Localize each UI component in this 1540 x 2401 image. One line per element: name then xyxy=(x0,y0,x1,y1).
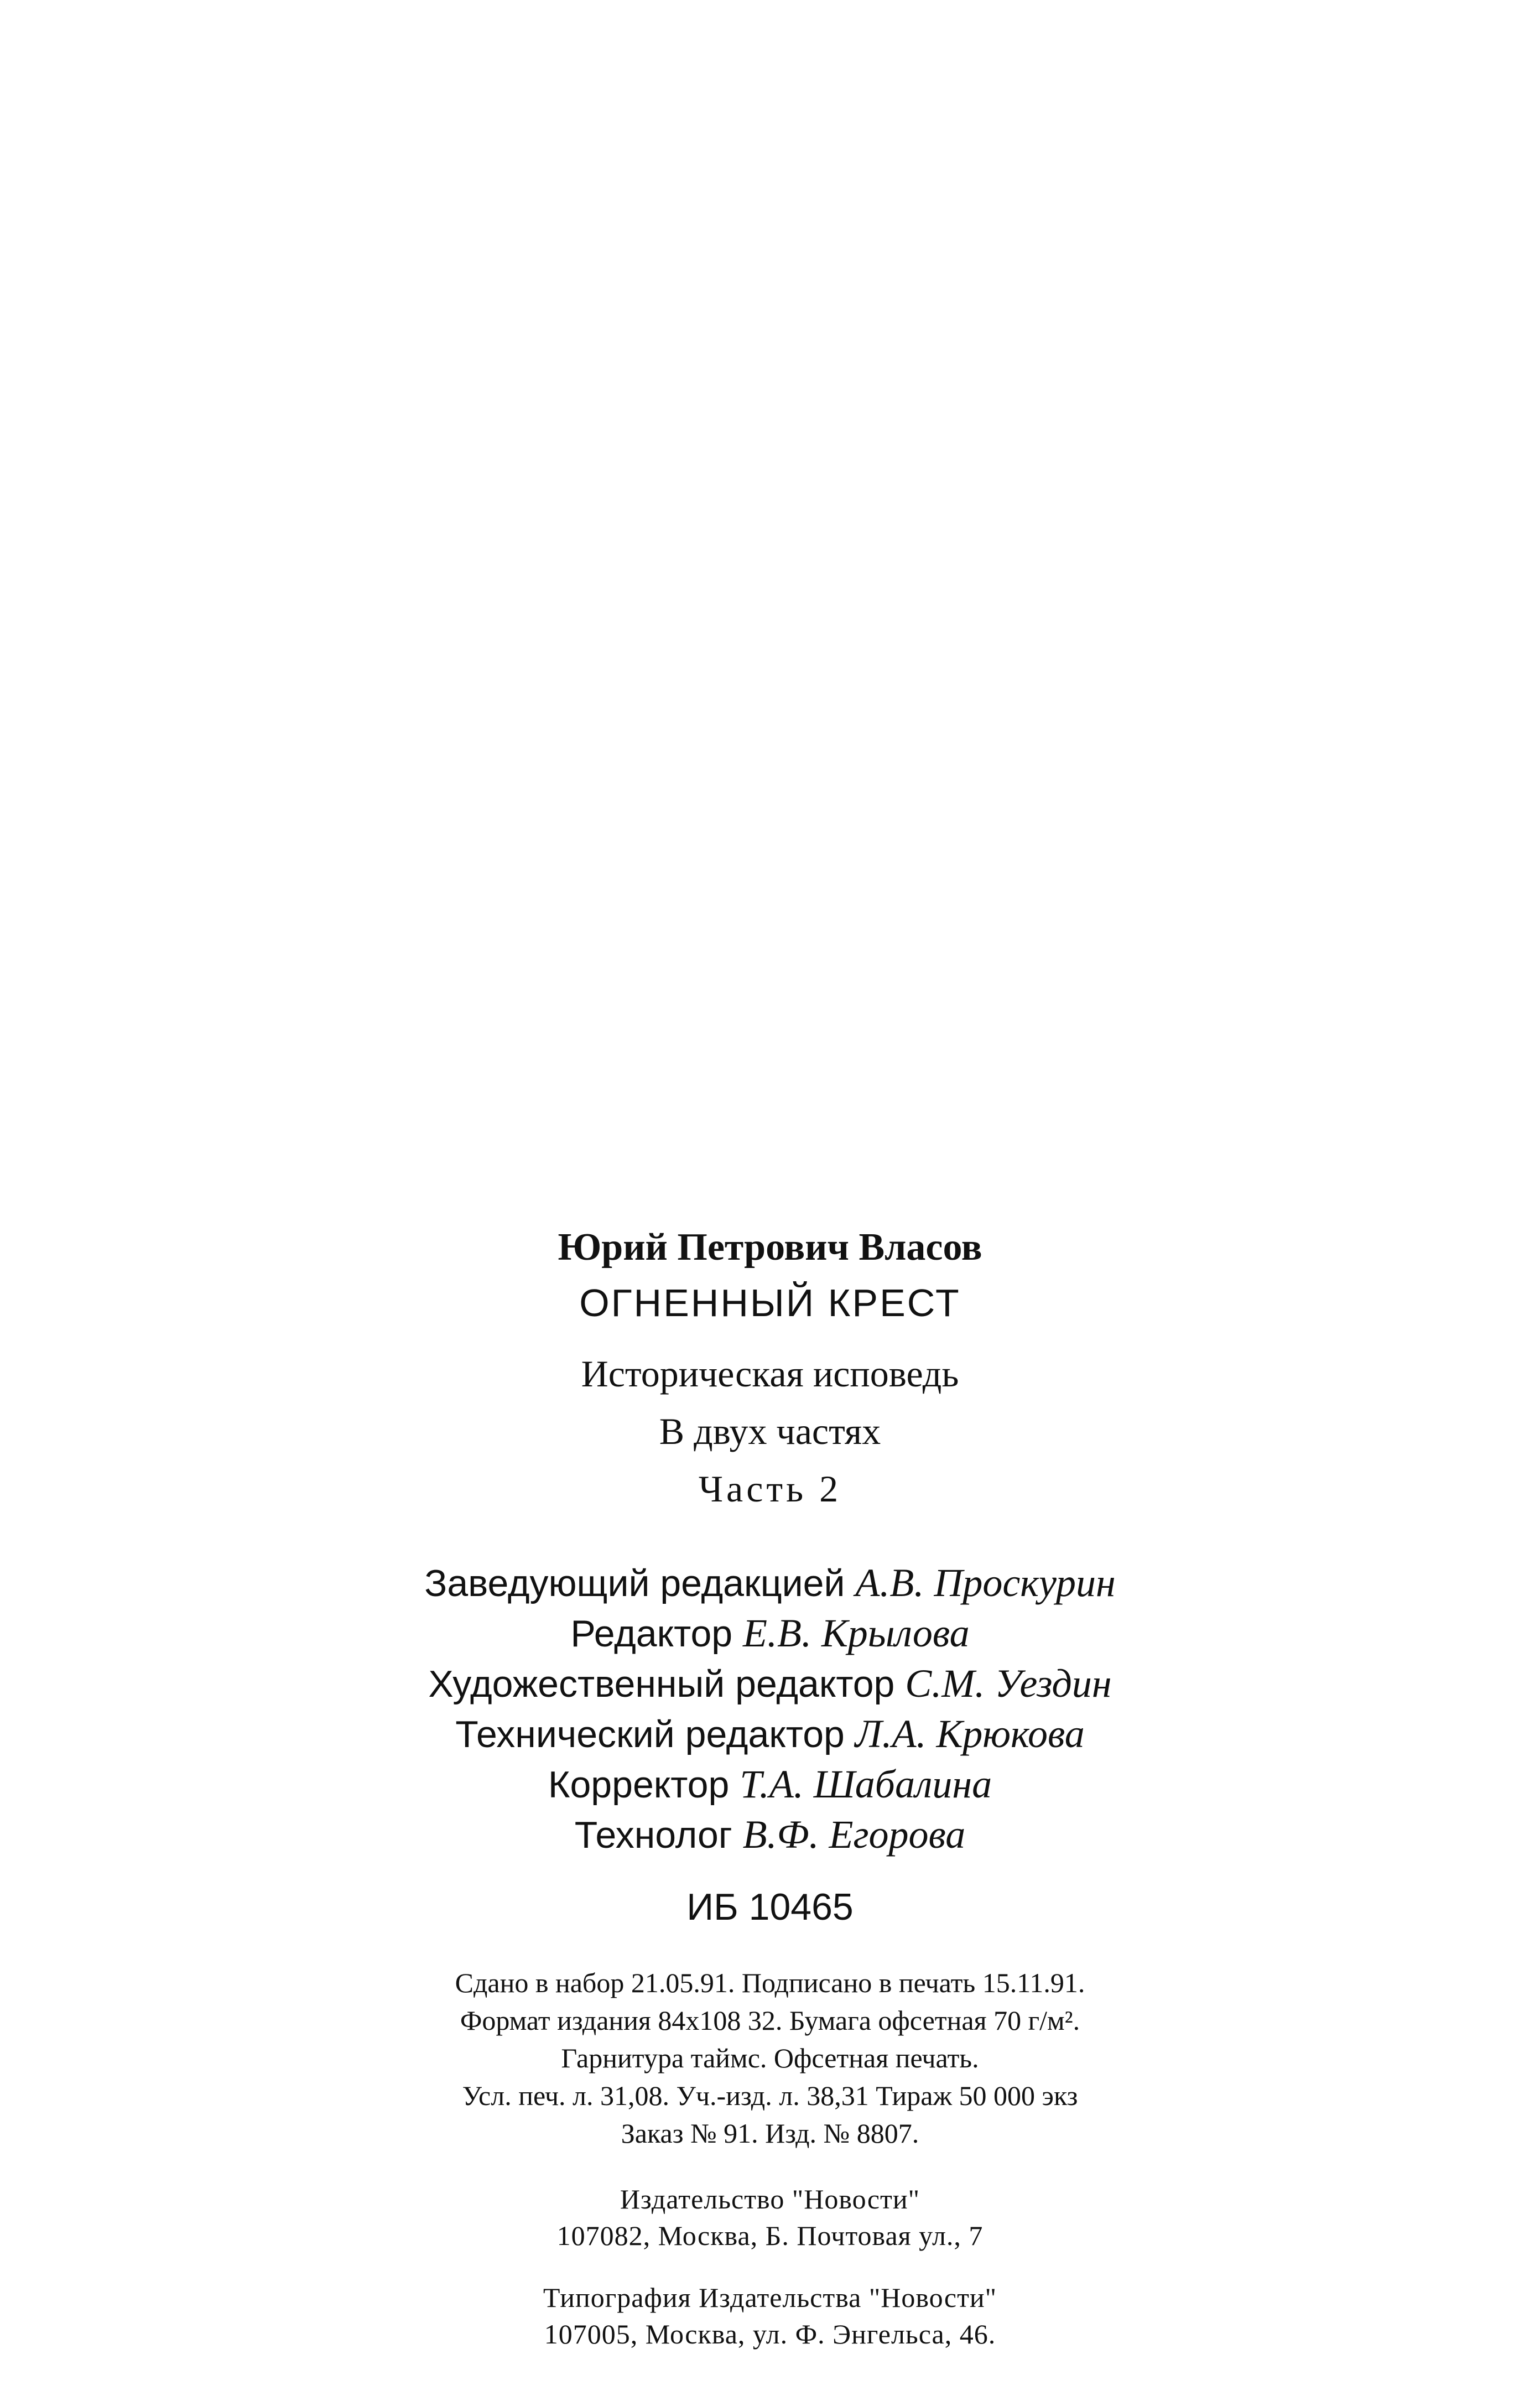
staff-line xyxy=(0,1709,1540,1759)
staff-role: Редактор xyxy=(570,1613,733,1655)
staff-line xyxy=(0,1759,1540,1810)
staff-name: Т.А. Шабалина xyxy=(740,1762,992,1806)
ib-number: ИБ 10465 xyxy=(686,1886,854,1928)
printer-name: Типография Издательства "Новости" xyxy=(543,2282,997,2313)
staff-name: С.М. Уездин xyxy=(905,1661,1112,1706)
staff-role: Художественный редактор xyxy=(428,1663,895,1705)
tech-line: Гарнитура таймс. Офсетная печать. xyxy=(561,2043,979,2073)
publisher-address: 107082, Москва, Б. Почтовая ул., 7 xyxy=(556,2220,984,2251)
book-subtitle: Историческая исповедь xyxy=(581,1353,959,1395)
staff-name: Е.В. Крылова xyxy=(743,1611,970,1655)
tech-line: Сдано в набор 21.05.91. Подписано в печать 15.11.91. xyxy=(455,1967,1085,1998)
staff-role: Технический редактор xyxy=(455,1713,845,1755)
printer-block xyxy=(0,2279,1540,2352)
staff-role: Технолог xyxy=(574,1814,732,1856)
publisher-block xyxy=(0,2181,1540,2254)
author-name: Юрий Петрович Власов xyxy=(558,1226,982,1269)
tech-line: Заказ № 91. Изд. № 8807. xyxy=(621,2118,919,2149)
staff-line xyxy=(0,1659,1540,1709)
tech-line: Формат издания 84х108 32. Бумага офсетная 70 г/м². xyxy=(460,2005,1080,2036)
book-title: ОГНЕННЫЙ КРЕСТ xyxy=(579,1281,961,1324)
tech-line: Усл. печ. л. 31,08. Уч.-изд. л. 38,31 Тираж 50 000 экз xyxy=(462,2080,1078,2111)
volume-label: Часть 2 xyxy=(698,1468,842,1510)
staff-name: В.Ф. Егорова xyxy=(742,1812,966,1857)
staff-role: Заведующий редакцией xyxy=(424,1562,845,1604)
technical-details xyxy=(0,1964,1540,2152)
printer-address: 107005, Москва, ул. Ф. Энгельса, 46. xyxy=(544,2319,996,2350)
staff-name: Л.А. Крюкова xyxy=(855,1712,1085,1756)
imprint-page xyxy=(0,1223,1540,2352)
editorial-staff xyxy=(0,1558,1540,1860)
publisher-name: Издательство "Новости" xyxy=(620,2184,920,2215)
staff-line xyxy=(0,1558,1540,1608)
parts-note: В двух частях xyxy=(659,1410,881,1452)
staff-line xyxy=(0,1608,1540,1659)
staff-role: Корректор xyxy=(548,1764,730,1806)
staff-line xyxy=(0,1810,1540,1860)
staff-name: А.В. Проскурин xyxy=(855,1561,1116,1605)
